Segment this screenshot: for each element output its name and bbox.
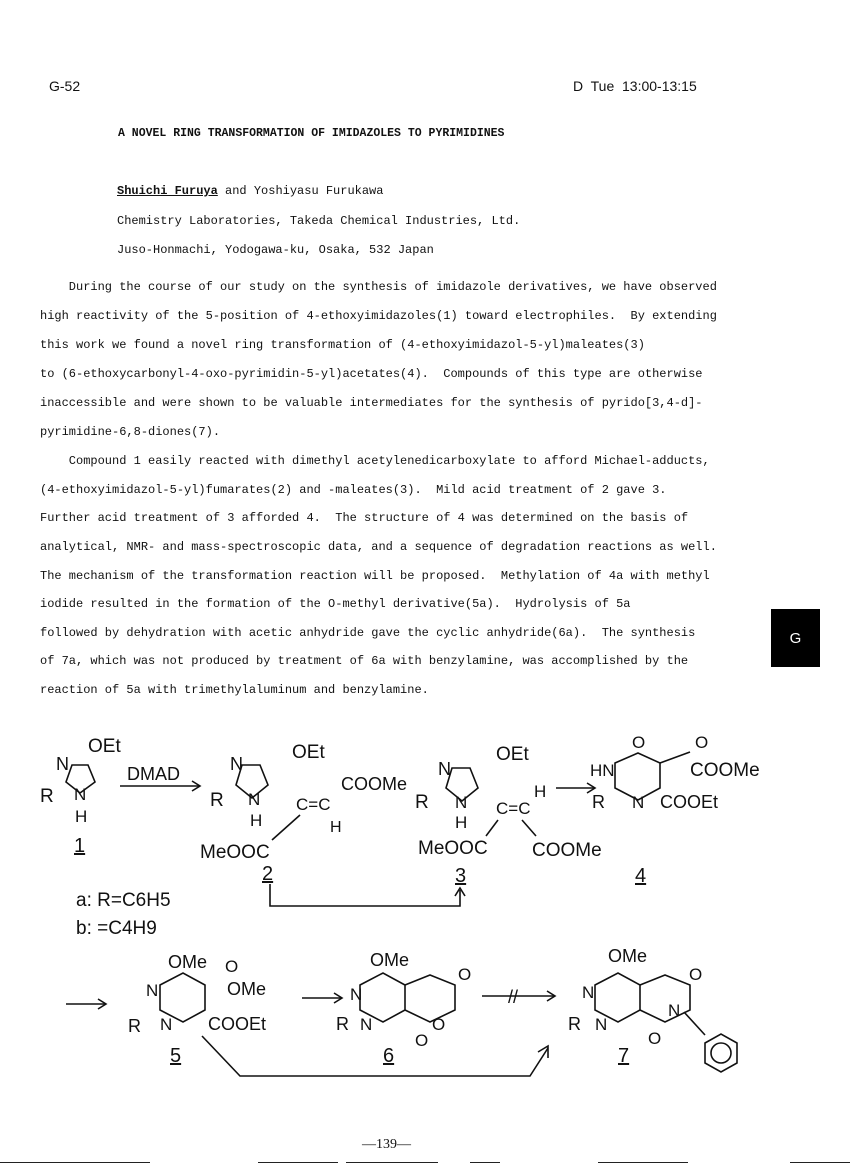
atom-n: N [146,981,159,1000]
ester-label: MeOOC [200,842,270,863]
alkene-label: C=C [296,795,331,814]
conversion-arrow-2-to-3 [270,884,460,906]
compound-5-structure [128,952,266,1067]
r-label: R [40,786,54,807]
atom-n: N [632,793,645,812]
text-line: this work we found a novel ring transformation of (4-ethoxyimidazol-5-yl)maleates(3) [40,338,645,352]
atom-n: N [350,985,363,1004]
ester-label: COOEt [660,792,719,812]
text-line: Compound 1 easily reacted with dimethyl acetylenedicarboxylate to afford Michael-adducts, [40,454,710,468]
text-line: Further acid treatment of 3 afforded 4. The structure of 4 was determined on the basis of [40,511,689,525]
compound-number-7: 7 [618,1045,630,1067]
page-number: —139— [362,1137,411,1152]
compound-number-2: 2 [262,863,274,885]
reagent-label: DMAD [127,764,180,784]
methoxy-label: OMe [168,952,208,972]
atom-n: N [360,1015,373,1034]
methoxy-label: OMe [608,946,648,966]
r-label: R [568,1014,581,1034]
ester-label: MeOOC [418,838,488,859]
compound-3-structure [415,744,602,887]
atom-o: O [415,1031,429,1050]
session-time: D Tue 13:00-13:15 [573,78,697,94]
atom-n: N [56,754,69,774]
presenting-author: Shuichi Furuya [117,184,218,198]
atom-h: H [75,807,88,826]
section-tab: G [771,609,820,667]
atom-o: O [432,1015,446,1034]
no-reaction-mark: // [508,987,519,1007]
atom-o: O [225,957,239,976]
abstract-code: G-52 [49,78,81,94]
atom-n: N [455,793,468,812]
atom-o: O [695,733,709,752]
atom-o: O [648,1029,662,1048]
r-label: R [210,790,224,811]
oet-label: OEt [496,744,529,765]
coauthor: and Yoshiyasu Furukawa [217,184,384,198]
text-line: During the course of our study on the synthesis of imidazole derivatives, we have observed [40,280,717,294]
atom-h: H [330,819,342,836]
benzene-ring [705,1034,737,1072]
atom-o: O [458,965,472,984]
text-line: analytical, NMR- and mass-spectroscopic data, and a sequence of degradation reactions as well. [40,540,717,554]
methoxy-label: OMe [227,979,267,999]
compound-1-structure [40,736,121,857]
atom-n: N [438,759,451,779]
atom-n: N [582,983,595,1002]
substituent-a: a: R=C6H5 [76,890,171,911]
text-line: (4-ethoxyimidazol-5-yl)fumarates(2) and -maleates(3). Mild acid treatment of 2 gave 3. [40,483,667,497]
authors [117,184,383,198]
affiliation-line: Chemistry Laboratories, Takeda Chemical Industries, Ltd. [117,214,521,228]
compound-number-4: 4 [635,865,647,887]
atom-n: N [160,1015,173,1034]
atom-nh: HN [590,761,615,780]
compound-number-1: 1 [74,835,86,857]
ester-label: COOMe [341,774,408,794]
r-label: R [128,1016,141,1036]
atom-o: O [632,733,646,752]
r-label: R [592,792,605,812]
atom-h: H [455,813,468,832]
text-line: high reactivity of the 5-position of 4-ethoxyimidazoles(1) toward electrophiles. By extending [40,309,717,323]
address-line: Juso-Honmachi, Yodogawa-ku, Osaka, 532 Japan [117,243,434,257]
text-line: to (6-ethoxycarbonyl-4-oxo-pyrimidin-5-yl)acetates(4). Compounds of this type are otherwise [40,367,703,381]
alkene-label: C=C [496,799,531,818]
text-line: pyrimidine-6,8-diones(7). [40,425,221,439]
atom-n: N [230,754,243,774]
reaction-scheme [0,720,850,1120]
text-line: of 7a, which was not produced by treatment of 6a with benzylamine, was accomplished by the [40,654,689,668]
r-label: R [336,1014,349,1034]
text-line: followed by dehydration with acetic anhydride gave the cyclic anhydride(6a). The synthesis [40,626,696,640]
ester-label: COOMe [532,840,602,861]
paper-title: A NOVEL RING TRANSFORMATION OF IMIDAZOLES TO PYRIMIDINES [118,127,505,140]
compound-7-structure [568,946,737,1072]
compound-4-structure [590,733,760,887]
text-line: inaccessible and were shown to be valuable intermediates for the synthesis of pyrido[3,4-d]- [40,396,703,410]
compound-6-structure [336,950,471,1067]
text-line: The mechanism of the transformation reaction will be proposed. Methylation of 4a with methyl [40,569,710,583]
arrow-5-to-7 [202,1036,548,1076]
oet-label: OEt [88,736,121,757]
ester-label: COOEt [208,1014,267,1034]
compound-number-3: 3 [455,865,467,887]
r-label: R [415,792,429,813]
methoxy-label: OMe [370,950,410,970]
atom-o: O [689,965,703,984]
compound-number-5: 5 [170,1045,182,1067]
atom-n: N [668,1001,681,1020]
compound-2-structure [200,742,407,885]
atom-h: H [534,782,547,801]
atom-n: N [248,790,261,809]
atom-h: H [250,811,263,830]
atom-n: N [74,785,87,804]
ester-label: COOMe [690,760,760,781]
oet-label: OEt [292,742,325,763]
atom-n: N [595,1015,608,1034]
substituent-b: b: =C4H9 [76,918,157,939]
text-line: reaction of 5a with trimethylaluminum and benzylamine. [40,683,429,697]
text-line: iodide resulted in the formation of the O-methyl derivative(5a). Hydrolysis of 5a [40,597,631,611]
compound-number-6: 6 [383,1045,395,1067]
